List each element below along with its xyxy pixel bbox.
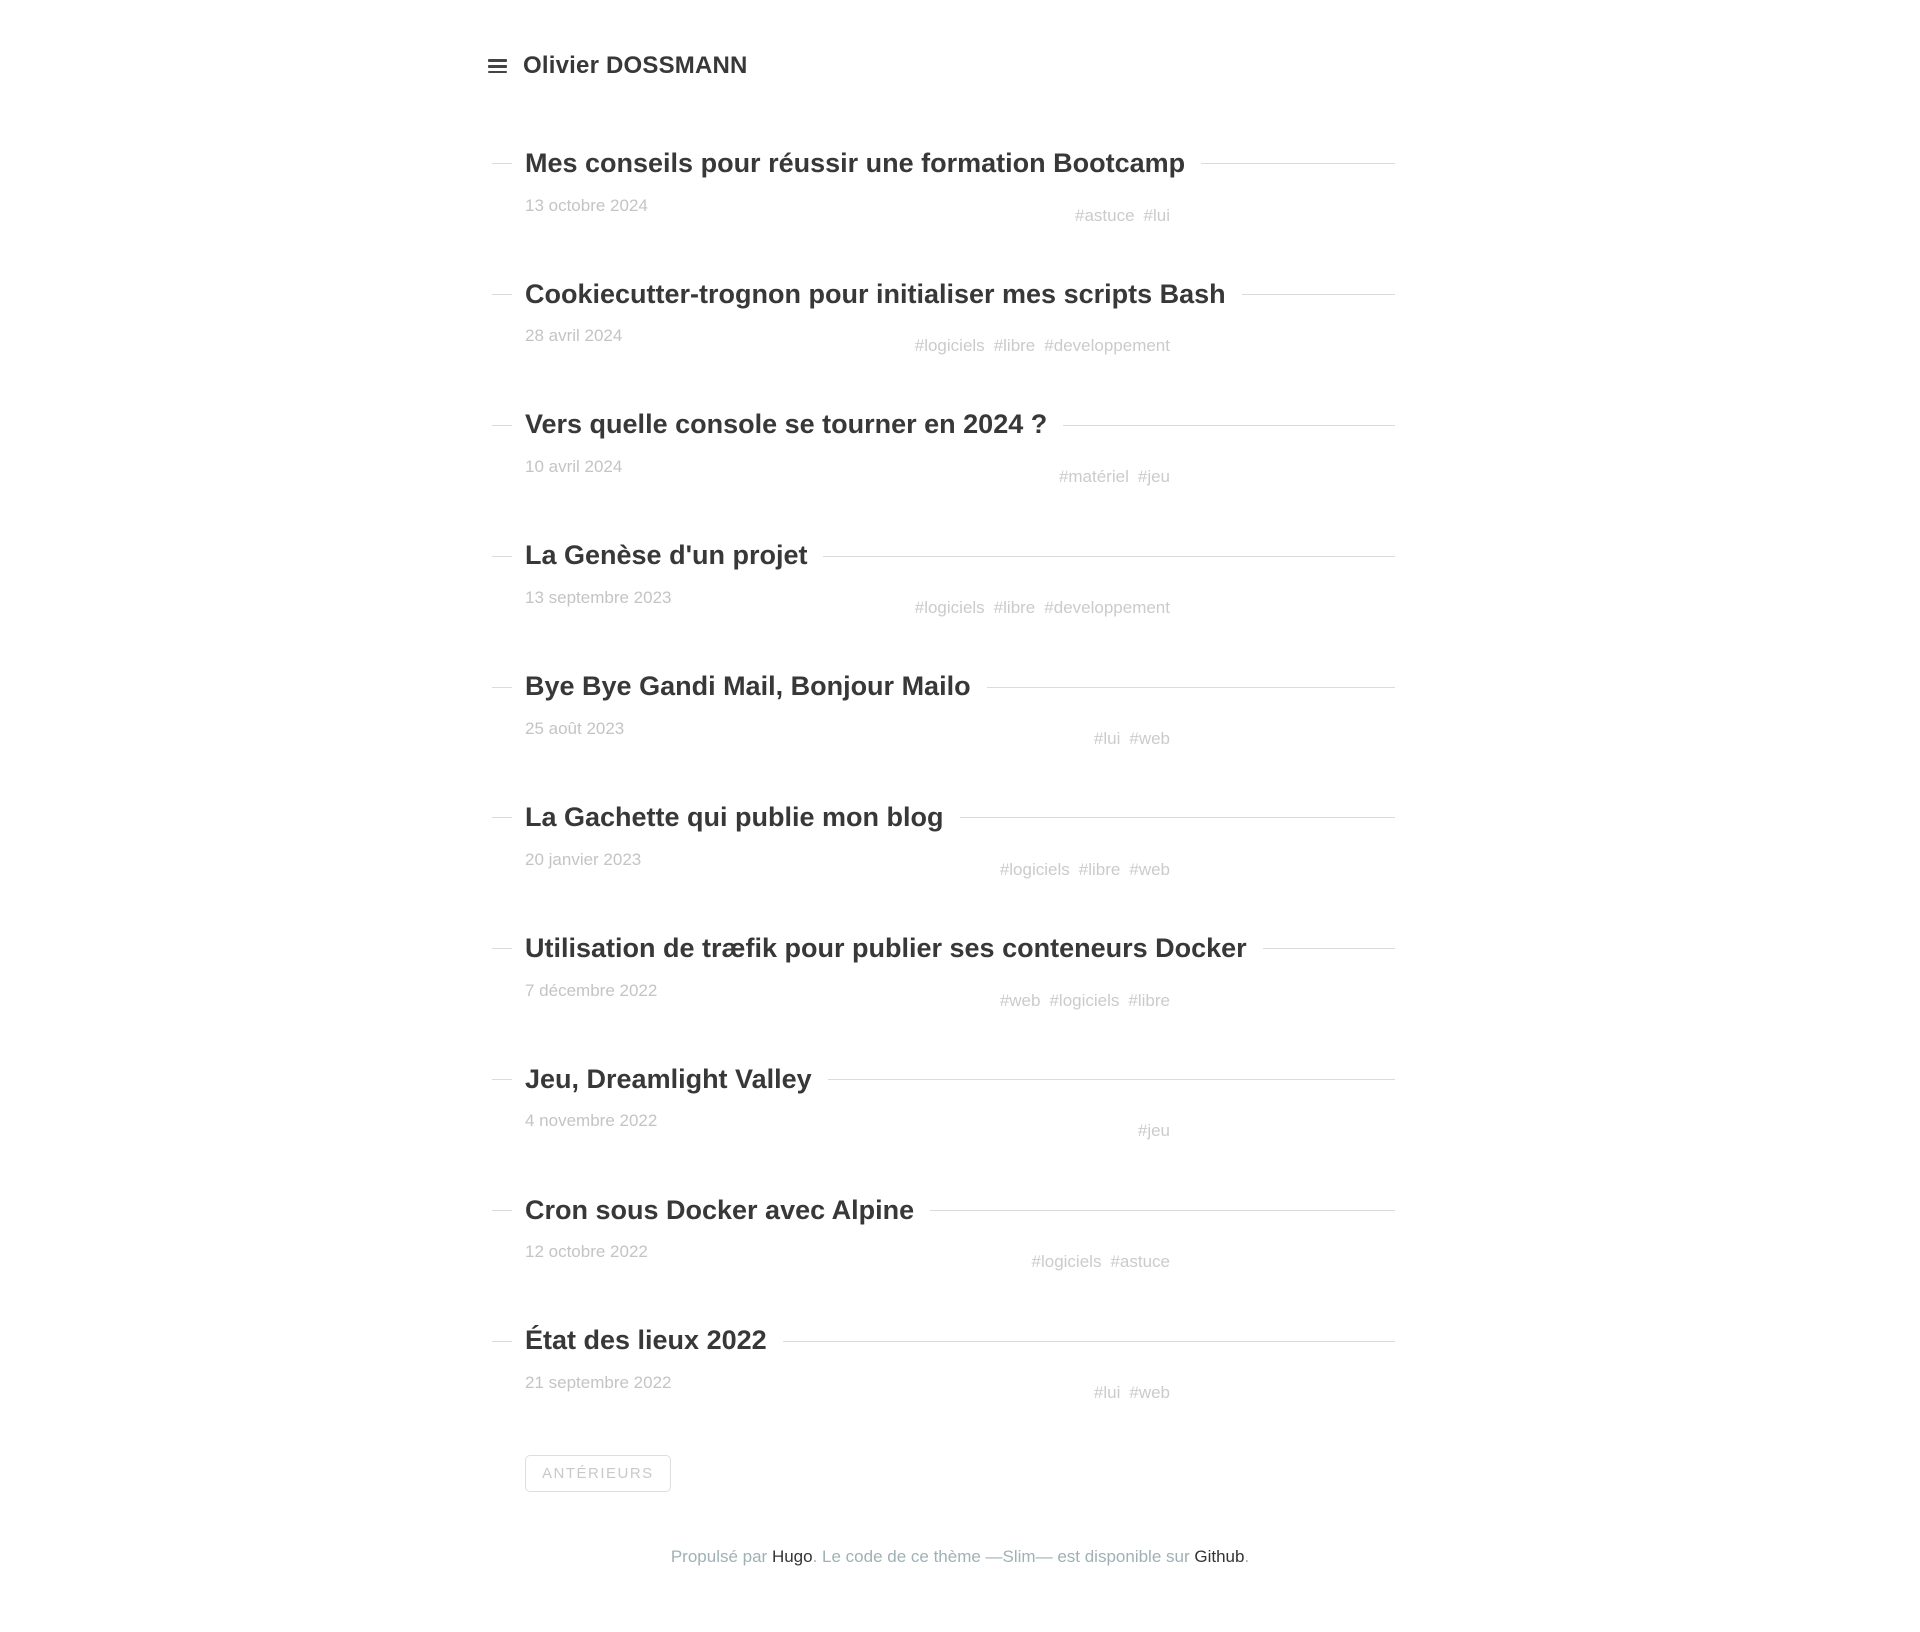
post-item	[525, 1063, 1395, 1143]
post-tags	[1059, 466, 1395, 488]
tag-link[interactable]: #libre	[1078, 859, 1121, 879]
post-title	[525, 539, 1395, 573]
post-tags	[1000, 990, 1395, 1012]
post-title	[525, 670, 1395, 704]
tag-link[interactable]: #web	[1129, 1383, 1170, 1403]
hamburger-icon	[488, 71, 507, 74]
post-tags	[1138, 1120, 1395, 1142]
tag-link[interactable]: #astuce	[1110, 1252, 1170, 1272]
post-title	[525, 147, 1395, 181]
post-meta	[525, 1110, 1395, 1142]
post-date: 20 janvier 2023	[525, 849, 642, 869]
tag-link[interactable]: #logiciels	[999, 859, 1070, 879]
post-title-link[interactable]: Cookiecutter-trognon pour initialiser mes scripts Bash	[525, 278, 1226, 309]
post-title	[525, 408, 1395, 442]
post-item	[525, 278, 1395, 358]
tag-link[interactable]: #developpement	[1044, 336, 1170, 356]
post-tags	[1094, 1382, 1395, 1404]
post-title	[525, 1324, 1395, 1358]
post-item	[525, 147, 1395, 227]
post-date: 25 août 2023	[525, 718, 625, 738]
post-title-link[interactable]: Cron sous Docker avec Alpine	[525, 1194, 915, 1225]
tag-link[interactable]: #lui	[1093, 728, 1121, 748]
tag-link[interactable]: #astuce	[1074, 205, 1135, 225]
footer-text: .	[1244, 1547, 1250, 1567]
post-title	[525, 278, 1395, 312]
page-container	[525, 0, 1395, 1588]
site-title[interactable]: Olivier DOSSMANN	[523, 52, 748, 79]
post-meta	[525, 1372, 1395, 1404]
post-title-link[interactable]: Vers quelle console se tourner en 2024 ?	[525, 409, 1048, 440]
hugo-link[interactable]: Hugo	[771, 1547, 813, 1567]
tag-link[interactable]: #logiciels	[1031, 1252, 1102, 1272]
tag-link[interactable]: #web	[1129, 859, 1170, 879]
post-meta	[525, 980, 1395, 1012]
post-date: 13 septembre 2023	[525, 588, 672, 608]
post-date: 21 septembre 2022	[525, 1373, 672, 1393]
post-date: 10 avril 2024	[525, 457, 623, 477]
post-meta	[525, 849, 1395, 881]
site-header	[488, 52, 1395, 81]
post-title-link[interactable]: La Gachette qui publie mon blog	[525, 802, 944, 833]
post-title	[525, 932, 1395, 966]
tag-link[interactable]: #jeu	[1137, 467, 1170, 487]
older-posts-button[interactable]: ANTÉRIEURS	[525, 1455, 671, 1492]
footer-text: Propulsé par	[670, 1547, 772, 1567]
post-meta	[525, 718, 1395, 750]
post-tags	[915, 335, 1395, 357]
post-date: 4 novembre 2022	[525, 1111, 658, 1131]
post-item	[525, 932, 1395, 1012]
post-item	[525, 1324, 1395, 1404]
github-link[interactable]: Github	[1194, 1547, 1245, 1567]
post-title-link[interactable]: État des lieux 2022	[525, 1325, 767, 1356]
hamburger-icon	[488, 65, 507, 68]
post-title-link[interactable]: La Genèse d'un projet	[525, 540, 808, 571]
post-item	[525, 408, 1395, 488]
post-title-link[interactable]: Bye Bye Gandi Mail, Bonjour Mailo	[525, 671, 971, 702]
post-title-link[interactable]: Jeu, Dreamlight Valley	[525, 1063, 812, 1094]
post-date: 28 avril 2024	[525, 326, 623, 346]
pagination	[525, 1455, 1395, 1492]
post-title	[525, 1194, 1395, 1228]
tag-link[interactable]: #web	[999, 990, 1041, 1010]
menu-button[interactable]	[488, 59, 507, 73]
post-item	[525, 670, 1395, 750]
post-date: 7 décembre 2022	[525, 980, 658, 1000]
tag-link[interactable]: #libre	[993, 598, 1036, 618]
tag-link[interactable]: #lui	[1143, 205, 1170, 225]
post-meta	[525, 587, 1395, 619]
post-title	[525, 801, 1395, 835]
post-item	[525, 539, 1395, 619]
site-footer	[525, 1546, 1395, 1568]
tag-link[interactable]: #web	[1129, 728, 1170, 748]
post-date: 12 octobre 2022	[525, 1242, 648, 1262]
post-item	[525, 801, 1395, 881]
post-meta	[525, 1241, 1395, 1273]
post-date: 13 octobre 2024	[525, 195, 648, 215]
tag-link[interactable]: #matériel	[1058, 467, 1129, 487]
tag-link[interactable]: #logiciels	[914, 336, 985, 356]
tag-link[interactable]: #developpement	[1044, 598, 1170, 618]
post-tags	[915, 597, 1395, 619]
post-title-link[interactable]: Utilisation de træfik pour publier ses conteneurs Docker	[525, 932, 1247, 963]
post-meta	[525, 195, 1395, 227]
post-tags	[1000, 859, 1395, 881]
post-meta	[525, 325, 1395, 357]
hamburger-icon	[488, 59, 507, 62]
tag-link[interactable]: #libre	[1128, 990, 1170, 1010]
tag-link[interactable]: #lui	[1093, 1383, 1121, 1403]
footer-text: . Le code de ce thème —Slim— est disponible sur	[812, 1547, 1195, 1567]
tag-link[interactable]: #libre	[993, 336, 1036, 356]
post-title	[525, 1063, 1395, 1097]
post-item	[525, 1194, 1395, 1274]
post-tags	[1094, 728, 1395, 750]
post-meta	[525, 456, 1395, 488]
post-tags	[1075, 205, 1395, 227]
tag-link[interactable]: #logiciels	[1049, 990, 1120, 1010]
post-tags	[1032, 1251, 1395, 1273]
post-title-link[interactable]: Mes conseils pour réussir une formation Bootcamp	[525, 147, 1186, 178]
tag-link[interactable]: #logiciels	[914, 598, 985, 618]
tag-link[interactable]: #jeu	[1137, 1121, 1170, 1141]
post-list	[525, 147, 1395, 1404]
